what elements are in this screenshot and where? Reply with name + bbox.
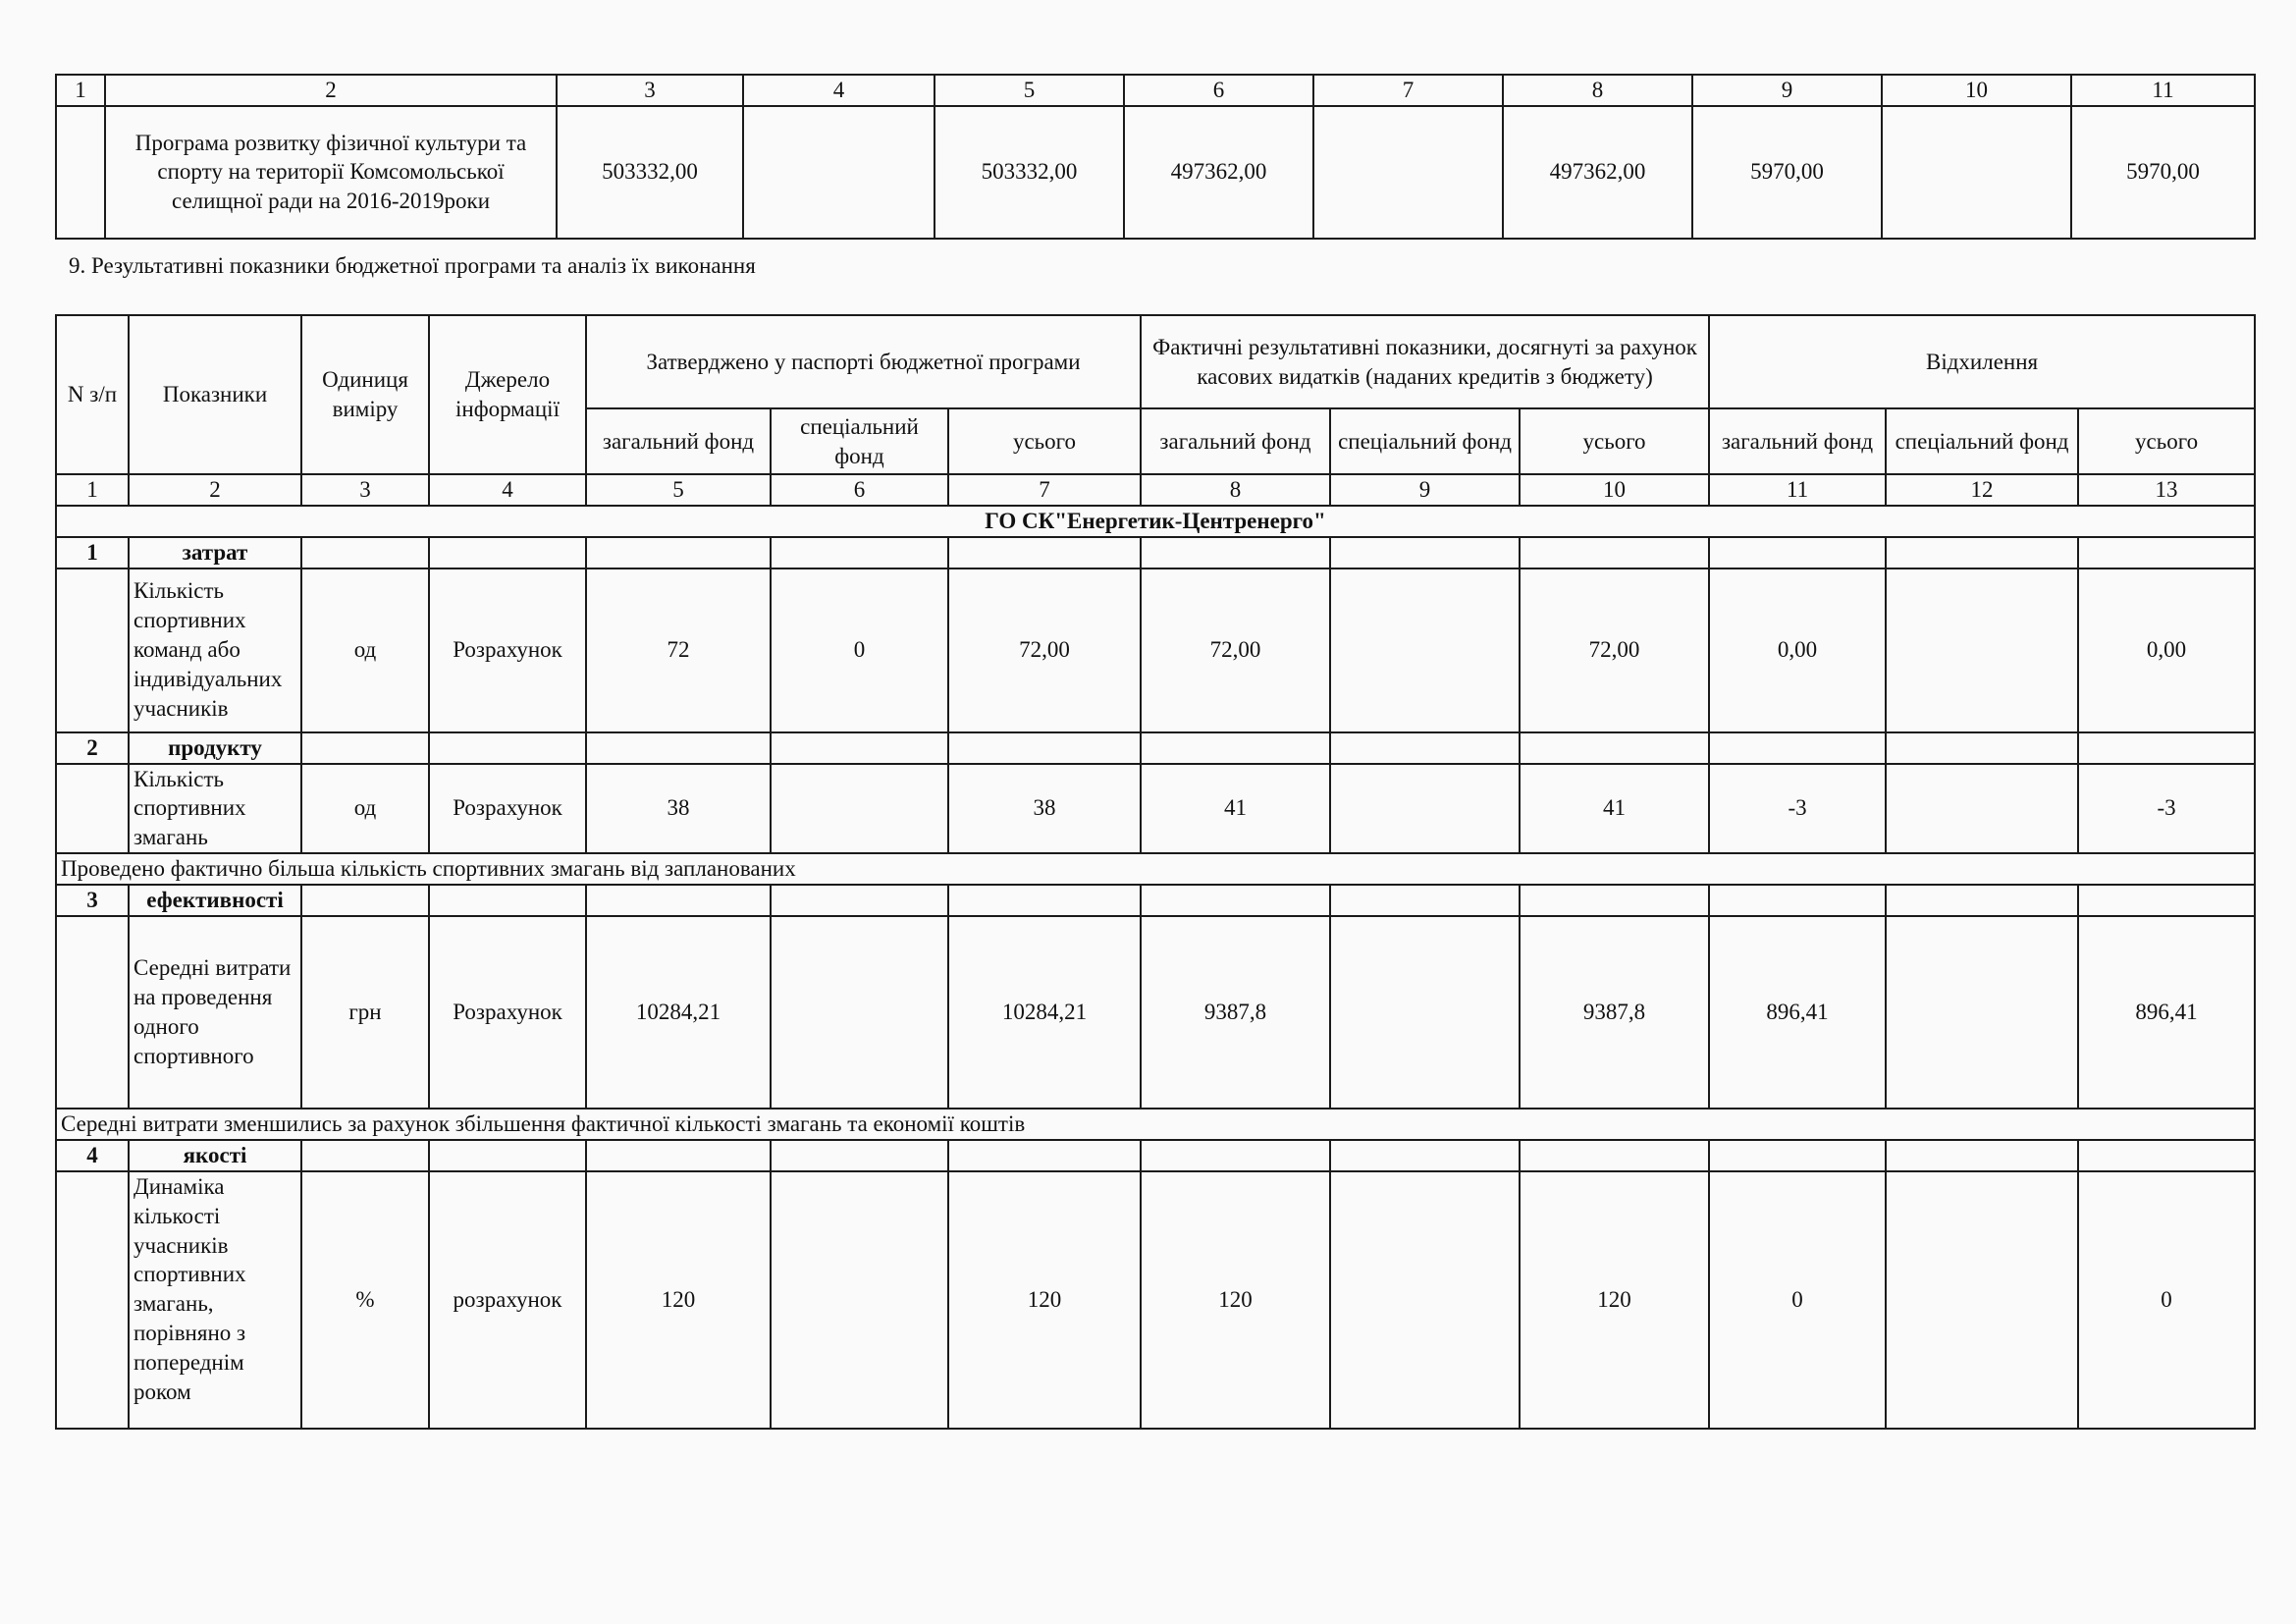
unit-cell: од: [301, 568, 429, 732]
value-cell: 72,00: [948, 568, 1141, 732]
program-cell: 497362,00: [1503, 106, 1692, 239]
empty-cell: [1330, 1140, 1520, 1171]
group-header-row: [56, 885, 2255, 916]
value-cell: 72,00: [1141, 568, 1330, 732]
empty-cell: [1709, 1140, 1886, 1171]
header-total: усього: [948, 408, 1141, 474]
value-cell: 38: [948, 764, 1141, 854]
col-number: 3: [557, 75, 743, 106]
analysis-note: Проведено фактично більша кількість спортивних змагань від запланованих: [56, 853, 2255, 885]
value-cell: 38: [586, 764, 771, 854]
indicator-row: [56, 916, 2255, 1109]
col-number: 8: [1503, 75, 1692, 106]
value-cell: 0,00: [2078, 568, 2255, 732]
program-cell: 503332,00: [934, 106, 1124, 239]
empty-cell: [2078, 885, 2255, 916]
indicator-name: Динаміка кількості учасників спортивних змагань, порівняно з попереднім роком: [129, 1171, 301, 1429]
analysis-note: Середні витрати зменшились за рахунок збільшення фактичної кількості змагань та економії коштів: [56, 1109, 2255, 1140]
header-total: усього: [1520, 408, 1709, 474]
empty-cell: [771, 537, 948, 568]
program-cell: 5970,00: [2071, 106, 2255, 239]
unit-cell: од: [301, 764, 429, 854]
indicator-name: Кількість спортивних змагань: [129, 764, 301, 854]
program-cell: [56, 106, 105, 239]
col-number: 4: [743, 75, 934, 106]
col-number: 5: [586, 474, 771, 506]
value-cell: 9387,8: [1141, 916, 1330, 1109]
empty-cell: [948, 732, 1141, 764]
group-header-row: [56, 1140, 2255, 1171]
header-general-fund: загальний фонд: [1141, 408, 1330, 474]
section-title: 9. Результативні показники бюджетної програми та аналіз їх виконання: [69, 253, 756, 278]
source-cell: розрахунок: [429, 1171, 586, 1429]
indicator-row: [56, 568, 2255, 732]
empty-cell: [301, 885, 429, 916]
empty-cell: [1330, 732, 1520, 764]
header-special-fund: спеціальний фонд: [1886, 408, 2078, 474]
value-cell: 9387,8: [1520, 916, 1709, 1109]
source-cell: Розрахунок: [429, 568, 586, 732]
group-number: 2: [56, 732, 129, 764]
organization-row: [56, 506, 2255, 537]
empty-cell: [1709, 537, 1886, 568]
empty-cell: [1886, 885, 2078, 916]
value-cell: [1886, 1171, 2078, 1429]
value-cell: [1886, 764, 2078, 854]
group-name: ефективності: [129, 885, 301, 916]
value-cell: [1330, 568, 1520, 732]
empty-cell: [1141, 537, 1330, 568]
group-number: 4: [56, 1140, 129, 1171]
value-cell: [1330, 764, 1520, 854]
empty-cell: [2078, 537, 2255, 568]
col-number: 6: [1124, 75, 1313, 106]
program-row: [56, 106, 2255, 239]
program-cell: 503332,00: [557, 106, 743, 239]
program-cell: [1313, 106, 1503, 239]
value-cell: [1886, 916, 2078, 1109]
empty-cell: [948, 537, 1141, 568]
column-number-row: [56, 474, 2255, 506]
program-cell: 497362,00: [1124, 106, 1313, 239]
group-number: 3: [56, 885, 129, 916]
col-number: 10: [1882, 75, 2071, 106]
empty-cell: [2078, 732, 2255, 764]
value-cell: 896,41: [1709, 916, 1886, 1109]
empty-cell: [1709, 732, 1886, 764]
empty-cell: [429, 732, 586, 764]
header-approved: Затверджено у паспорті бюджетної програми: [586, 315, 1141, 408]
empty-cell: [1520, 732, 1709, 764]
col-number: 11: [2071, 75, 2255, 106]
empty-cell: [1886, 1140, 2078, 1171]
col-number: 9: [1692, 75, 1882, 106]
empty-cell: [586, 537, 771, 568]
indicator-name: Середні витрати на проведення одного спортивного: [129, 916, 301, 1109]
group-name: якості: [129, 1140, 301, 1171]
indicator-name: Кількість спортивних команд або індивідуальних учасників: [129, 568, 301, 732]
empty-cell: [1141, 732, 1330, 764]
group-header-row: [56, 537, 2255, 568]
empty-cell: [586, 1140, 771, 1171]
empty-cell: [1709, 885, 1886, 916]
header-indicator: Показники: [129, 315, 301, 474]
empty-cell: [1886, 732, 2078, 764]
empty-cell: [1330, 885, 1520, 916]
header-n: N з/п: [56, 315, 129, 474]
header-general-fund: загальний фонд: [1709, 408, 1886, 474]
col-number: 2: [129, 474, 301, 506]
value-cell: 896,41: [2078, 916, 2255, 1109]
col-number: 2: [105, 75, 557, 106]
empty-cell: [1520, 537, 1709, 568]
value-cell: 41: [1141, 764, 1330, 854]
empty-cell: [948, 885, 1141, 916]
col-number: 5: [934, 75, 1124, 106]
value-cell: 120: [586, 1171, 771, 1429]
empty-cell: [301, 537, 429, 568]
group-number: 1: [56, 537, 129, 568]
program-cell: [743, 106, 934, 239]
value-cell: 72,00: [1520, 568, 1709, 732]
program-cell: 5970,00: [1692, 106, 1882, 239]
value-cell: 120: [948, 1171, 1141, 1429]
value-cell: 72: [586, 568, 771, 732]
header-total: усього: [2078, 408, 2255, 474]
group-name: затрат: [129, 537, 301, 568]
value-cell: -3: [1709, 764, 1886, 854]
group-header-row: [56, 732, 2255, 764]
empty-cell: [429, 885, 586, 916]
col-number: 7: [1313, 75, 1503, 106]
source-cell: Розрахунок: [429, 764, 586, 854]
group-name: продукту: [129, 732, 301, 764]
value-cell: [771, 1171, 948, 1429]
empty-cell: [1330, 537, 1520, 568]
col-number: 3: [301, 474, 429, 506]
value-cell: 0: [771, 568, 948, 732]
header-row-1: [56, 315, 2255, 408]
value-cell: 10284,21: [948, 916, 1141, 1109]
col-number: 9: [1330, 474, 1520, 506]
organization-name: ГО СК"Енергетик-Центренерго": [56, 506, 2255, 537]
header-unit: Одиниця виміру: [301, 315, 429, 474]
performance-indicators-table: [55, 314, 2256, 1430]
col-number: 10: [1520, 474, 1709, 506]
value-cell: 0,00: [1709, 568, 1886, 732]
value-cell: 0: [2078, 1171, 2255, 1429]
program-cell: [1882, 106, 2071, 239]
header-special-fund: спеціальний фонд: [1330, 408, 1520, 474]
row-number: [56, 916, 129, 1109]
empty-cell: [2078, 1140, 2255, 1171]
value-cell: [1886, 568, 2078, 732]
col-number: 1: [56, 75, 105, 106]
unit-cell: грн: [301, 916, 429, 1109]
program-name: Програма розвитку фізичної культури та спорту на території Комсомольської селищної ради на 2016-2019роки: [105, 106, 557, 239]
indicator-row: [56, 1171, 2255, 1429]
header-special-fund: спеціальний фонд: [771, 408, 948, 474]
empty-cell: [301, 732, 429, 764]
value-cell: 10284,21: [586, 916, 771, 1109]
value-cell: [1330, 1171, 1520, 1429]
empty-cell: [771, 1140, 948, 1171]
empty-cell: [771, 732, 948, 764]
col-number: 13: [2078, 474, 2255, 506]
note-row: [56, 1109, 2255, 1140]
empty-cell: [1141, 1140, 1330, 1171]
value-cell: 120: [1141, 1171, 1330, 1429]
value-cell: 41: [1520, 764, 1709, 854]
header-deviation: Відхилення: [1709, 315, 2255, 408]
unit-cell: %: [301, 1171, 429, 1429]
col-number: 6: [771, 474, 948, 506]
value-cell: [771, 916, 948, 1109]
empty-cell: [429, 537, 586, 568]
col-number: 1: [56, 474, 129, 506]
empty-cell: [429, 1140, 586, 1171]
row-number: [56, 1171, 129, 1429]
empty-cell: [771, 885, 948, 916]
program-funding-table: [55, 74, 2256, 240]
empty-cell: [1520, 1140, 1709, 1171]
value-cell: [1330, 916, 1520, 1109]
col-number: 7: [948, 474, 1141, 506]
col-number: 8: [1141, 474, 1330, 506]
empty-cell: [1520, 885, 1709, 916]
empty-cell: [301, 1140, 429, 1171]
empty-cell: [586, 885, 771, 916]
empty-cell: [1886, 537, 2078, 568]
source-cell: Розрахунок: [429, 916, 586, 1109]
header-actual: Фактичні результативні показники, досягнуті за рахунок касових видатків (наданих кредитів з бюджету): [1141, 315, 1709, 408]
header-general-fund: загальний фонд: [586, 408, 771, 474]
column-number-row: [56, 75, 2255, 106]
empty-cell: [948, 1140, 1141, 1171]
col-number: 4: [429, 474, 586, 506]
header-source: Джерело інформації: [429, 315, 586, 474]
value-cell: [771, 764, 948, 854]
empty-cell: [1141, 885, 1330, 916]
value-cell: 120: [1520, 1171, 1709, 1429]
value-cell: -3: [2078, 764, 2255, 854]
note-row: [56, 853, 2255, 885]
row-number: [56, 568, 129, 732]
row-number: [56, 764, 129, 854]
indicator-row: [56, 764, 2255, 854]
col-number: 12: [1886, 474, 2078, 506]
empty-cell: [586, 732, 771, 764]
value-cell: 0: [1709, 1171, 1886, 1429]
col-number: 11: [1709, 474, 1886, 506]
